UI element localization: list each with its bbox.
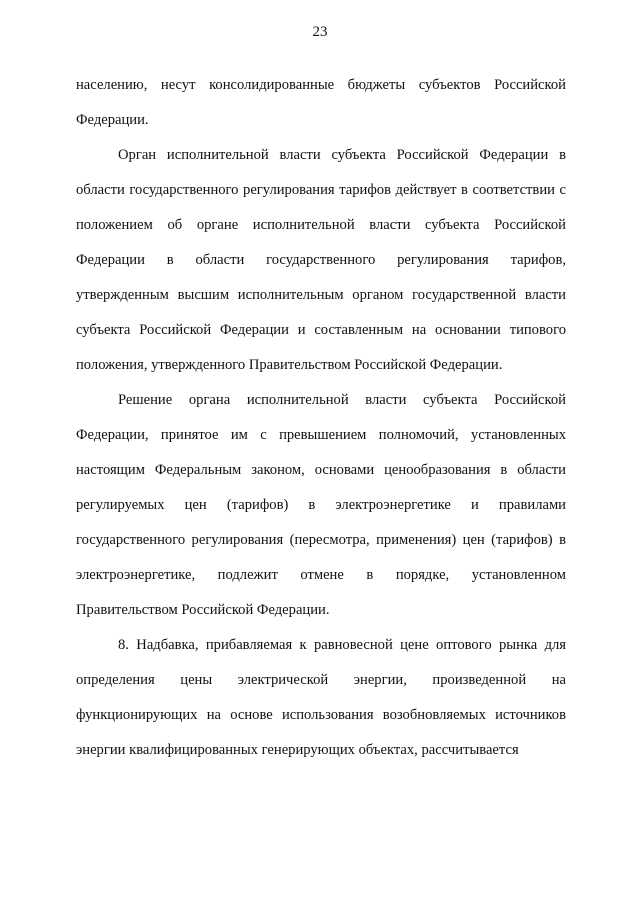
paragraph-decision: Решение органа исполнительной власти субъекта Российской Федерации, принятое им с превышением полномочий, установленных настоящим Федеральным законом, основами ценообразования в области регулируемых цен (тарифов) в электроэнергетике и правилами государственного регулирования (пересмотра, применения) цен (тарифов) в электроэнергетике, подлежит отмене в порядке, установленном Правительством Российской Федерации. bbox=[76, 392, 566, 618]
paragraph-item-8: 8. Надбавка, прибавляемая к равновесной цене оптового рынка для определения цены электрической энергии, произведенной на функционирующих на основе использования возобновляемых источников энергии квалифицированных генерирующих объектах, рассчитывается bbox=[76, 637, 566, 758]
document-body bbox=[76, 68, 566, 768]
paragraph-executive-body: Орган исполнительной власти субъекта Российской Федерации в области государственного регулирования тарифов действует в соответствии с положением об органе исполнительной власти субъекта Российской Федерации в области государственного регулирования тарифов, утвержденным высшим исполнительным органом государственной власти субъекта Российской Федерации и составленным на основании типового положения, утвержденного Правительством Российской Федерации. bbox=[76, 147, 566, 373]
page-number: 23 bbox=[312, 24, 328, 40]
paragraph-continuation: населению, несут консолидированные бюджеты субъектов Российской Федерации. bbox=[76, 77, 566, 128]
